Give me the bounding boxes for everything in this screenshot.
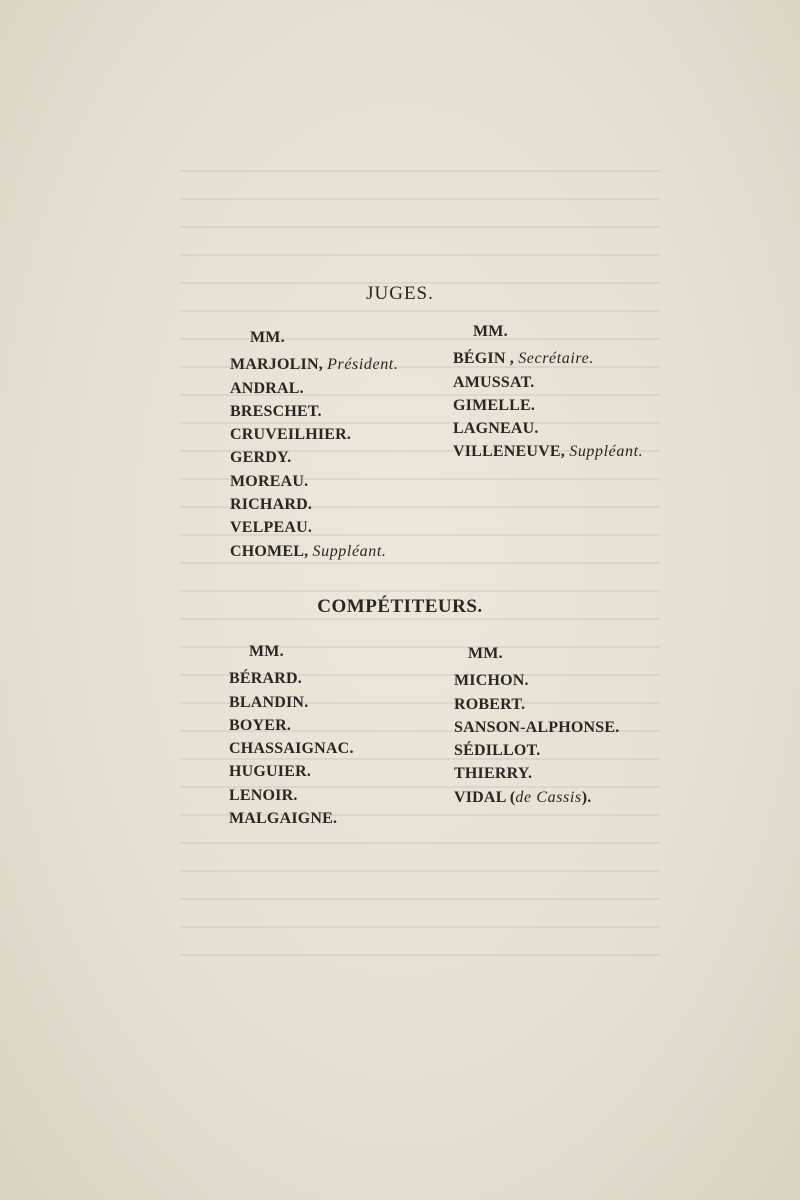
competitor-entry: BÉRARD. — [229, 670, 302, 688]
competitor-entry: BLANDIN. — [229, 693, 309, 711]
judge-entry — [230, 377, 398, 400]
mm-label: MM. — [249, 643, 284, 660]
juges-left-column — [230, 326, 398, 563]
competitor-entry — [454, 669, 619, 692]
competitor-entry: CHASSAIGNAC. — [229, 740, 354, 758]
judge-name: ANDRAL. — [230, 379, 304, 397]
judge-name: LAGNEAU. — [453, 420, 539, 438]
judge-name: GIMELLE. — [453, 396, 536, 414]
judge-entry — [453, 394, 643, 417]
competitor-name: MICHON. — [454, 672, 529, 690]
judge-role: Président. — [327, 356, 399, 374]
judge-name: MOREAU. — [230, 472, 309, 490]
judge-name: VELPEAU. — [230, 519, 313, 537]
judge-entry — [230, 516, 398, 539]
judge-name: CRUVEILHIER. — [230, 426, 352, 444]
competitor-entry — [454, 693, 619, 716]
mm-label: MM. — [250, 329, 285, 346]
competitor-entry: HUGUIER. — [229, 763, 312, 781]
judge-entry — [230, 353, 398, 376]
competitor-name: THIERRY. — [454, 765, 533, 783]
competitor-origin: de Cassis — [515, 788, 582, 806]
competitor-entry: LENOIR. — [229, 786, 298, 804]
judge-name: GERDY. — [230, 449, 292, 467]
judge-entry — [230, 446, 398, 469]
competitor-entry — [454, 739, 619, 762]
competitor-entry — [454, 762, 619, 785]
mm-label: MM. — [473, 323, 508, 340]
judge-entry — [230, 400, 398, 423]
competitor-entry — [454, 716, 619, 739]
judge-name: BRESCHET. — [230, 402, 322, 420]
judge-name: BÉGIN , — [453, 350, 514, 368]
juges-heading: JUGES. — [366, 283, 434, 304]
competiteurs-heading: COMPÉTITEURS. — [317, 596, 483, 617]
judge-role: Suppléant. — [312, 542, 387, 560]
judge-name: VILLENEUVE, — [453, 443, 566, 461]
judge-entry — [230, 423, 398, 446]
juges-right-column — [453, 320, 643, 464]
judge-entry — [230, 540, 398, 563]
judge-entry — [453, 371, 643, 394]
competiteurs-right-column — [454, 642, 619, 809]
judge-name: AMUSSAT. — [453, 373, 535, 391]
judge-name: MARJOLIN, — [230, 356, 323, 374]
competiteurs-left-column — [229, 640, 354, 830]
competitor-name: VIDAL ( — [454, 788, 516, 806]
mm-label: MM. — [468, 645, 503, 662]
judge-entry — [230, 493, 398, 516]
competitor-name: SANSON-ALPHONSE. — [454, 718, 620, 736]
judge-role: Secrétaire. — [518, 350, 594, 368]
competitor-entry: MALGAIGNE. — [229, 810, 338, 828]
judge-name: RICHARD. — [230, 496, 313, 514]
competitor-name: ROBERT. — [454, 695, 526, 713]
judge-entry — [453, 417, 643, 440]
competitor-name: SÉDILLOT. — [454, 742, 541, 760]
competitor-tail: ). — [581, 788, 592, 806]
judge-name: CHOMEL, — [230, 542, 309, 560]
judge-entry — [230, 470, 398, 493]
judge-role: Suppléant. — [569, 443, 644, 461]
judge-entry — [453, 440, 643, 463]
competitor-entry — [454, 786, 619, 809]
competitor-entry: BOYER. — [229, 716, 292, 734]
judge-entry — [453, 347, 643, 370]
